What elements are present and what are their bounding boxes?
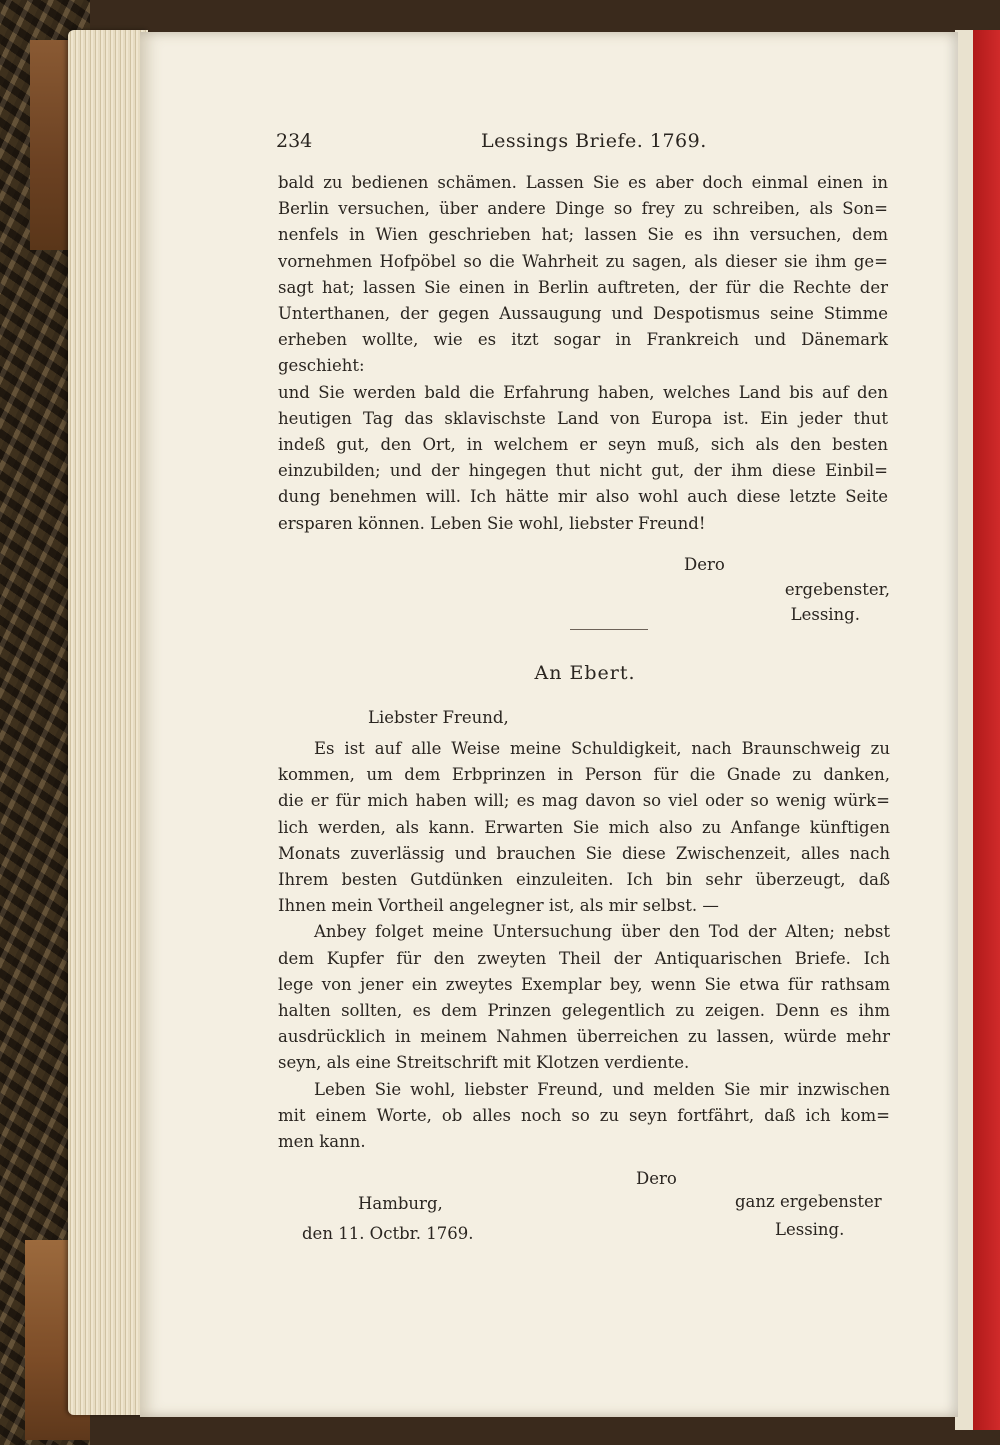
text-line: sagt hat; lassen Sie einen in Berlin auftreten, der für die Rechte der [278, 277, 888, 297]
section-divider [570, 629, 648, 630]
letter-1-closing [278, 552, 890, 627]
page-edges [68, 30, 148, 1415]
text-line: die er für mich haben will; es mag davon so viel oder so wenig würk= [278, 791, 890, 811]
closing-word: Dero [684, 555, 725, 574]
letter-2-salutation: Liebster Freund, [368, 708, 509, 727]
text-line: men kann. [278, 1132, 366, 1152]
text-line: kommen, um dem Erbprinzen in Person für die Gnade zu danken, [278, 765, 890, 785]
red-bookmark-edge [973, 30, 1000, 1430]
text-line: Berlin versuchen, über andere Dinge so frey zu schreiben, als Son= [278, 199, 888, 219]
letter-2-closing [278, 1166, 890, 1191]
text-line: heutigen Tag das sklavischste Land von Europa ist. Ein jeder thut [278, 408, 888, 428]
text-line: Ihrem besten Gutdünken einzuleiten. Ich bin sehr überzeugt, daß [278, 870, 890, 890]
closing-word-2: Dero [636, 1169, 677, 1188]
letter-place: Hamburg, [358, 1194, 443, 1213]
book-page [140, 32, 958, 1417]
signature-line-1: ergebenster, [784, 580, 890, 599]
text-line: ausdrücklich in meinem Nahmen überreichen zu lassen, würde mehr [278, 1027, 890, 1047]
text-line: nenfels in Wien geschrieben hat; lassen Sie es ihn versuchen, dem [278, 225, 888, 245]
signature-2-name: Lessing. [775, 1220, 845, 1239]
text-line: Ihnen mein Vortheil angelegner ist, als mir selbst. — [278, 896, 719, 916]
text-line: lege von jener ein zweytes Exemplar bey, wenn Sie etwa für rathsam [278, 974, 890, 994]
letter-1-lines [278, 170, 888, 537]
text-line: Monats zuverlässig und brauchen Sie diese Zwischenzeit, alles nach [278, 843, 890, 863]
text-line: Es ist auf alle Weise meine Schuldigkeit, nach Braunschweig zu [314, 739, 890, 758]
text-line: lich werden, als kann. Erwarten Sie mich also zu Anfange künftigen [278, 817, 890, 837]
text-line: Leben Sie wohl, liebster Freund, und melden Sie mir inzwischen [314, 1079, 890, 1099]
letter-1-body [278, 170, 888, 537]
text-line: Unterthanen, der gegen Aussaugung und Despotismus seine Stimme [278, 304, 888, 324]
text-line: dem Kupfer für den zweyten Theil der Antiquarischen Briefe. Ich [278, 948, 890, 968]
text-line: erheben wollte, wie es itzt sogar in Frankreich und Dänemark geschieht: [278, 330, 888, 376]
text-line: bald zu bedienen schämen. Lassen Sie es aber doch einmal einen in [278, 173, 888, 192]
text-line: indeß gut, den Ort, in welchem er seyn muß, sich als den besten [278, 435, 888, 455]
text-line: halten sollten, es dem Prinzen gelegentlich zu zeigen. Denn es ihm [278, 1001, 890, 1021]
text-line: und Sie werden bald die Erfahrung haben, welches Land bis auf den [278, 382, 888, 402]
letter-2-body [278, 736, 890, 1155]
facing-page-edge [955, 30, 1000, 1430]
text-line: Anbey folget meine Untersuchung über den Tod der Alten; nebst [314, 922, 890, 942]
text-line: dung benehmen will. Ich hätte mir also wohl auch diese letzte Seite [278, 487, 888, 507]
page-number: 234 [276, 130, 313, 152]
signature-name: Lessing. [790, 605, 860, 624]
signature-2-line-1: ganz ergebenster [735, 1192, 882, 1211]
letter-2-title: An Ebert. [534, 662, 636, 684]
letter-date: den 11. Octbr. 1769. [302, 1224, 474, 1243]
text-line: mit einem Worte, ob alles noch so zu seyn fortfährt, daß ich kom= [278, 1105, 890, 1125]
letter-2-lines [278, 736, 890, 1155]
text-line: einzubilden; und der hingegen thut nicht gut, der ihm diese Einbil= [278, 461, 888, 481]
text-line: seyn, als eine Streitschrift mit Klotzen verdiente. [278, 1053, 690, 1073]
running-head: Lessings Briefe. 1769. [481, 130, 707, 152]
page-header [276, 130, 836, 160]
text-line: vornehmen Hofpöbel so die Wahrheit zu sagen, als dieser sie ihm ge= [278, 251, 888, 271]
text-line: ersparen können. Leben Sie wohl, liebster Freund! [278, 513, 706, 533]
